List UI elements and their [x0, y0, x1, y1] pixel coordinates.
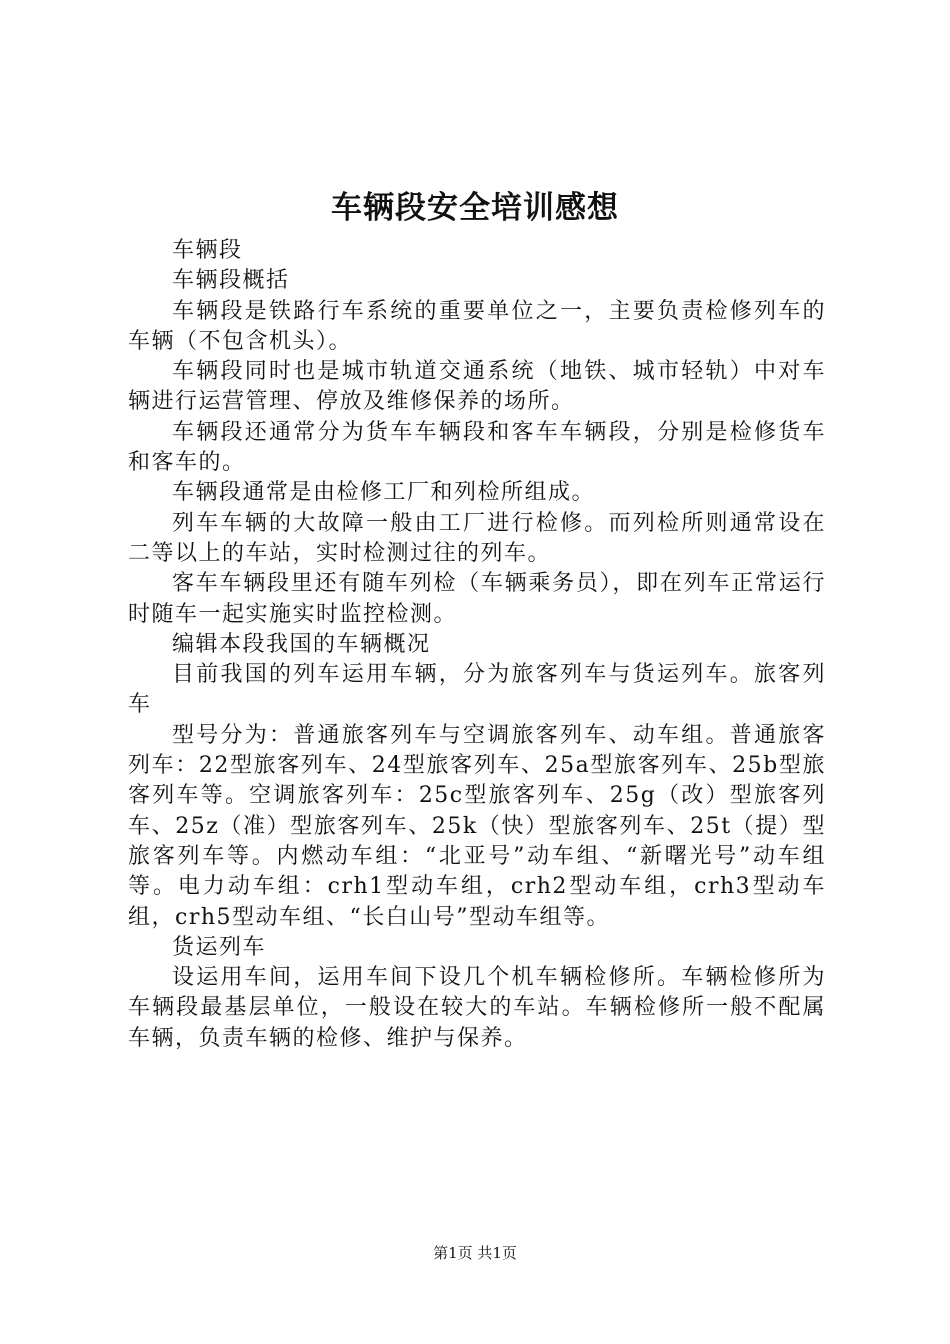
paragraph: 车辆段通常是由检修工厂和列检所组成。	[172, 480, 596, 506]
paragraph: 车辆段是铁路行车系统的重要单位之一，主要负责检修列车的车辆（不包含机头）。	[128, 298, 826, 354]
paragraph-heading-national: 编辑本段我国的车辆概况	[172, 631, 431, 657]
paragraph: 设运用车间，运用车间下设几个机车辆检修所。车辆检修所为车辆段最基层单位，一般设在较大的车站。车辆检修所一般不配属车辆，负责车辆的检修、维护与保养。	[128, 965, 826, 1051]
paragraph: 车辆段还通常分为货车车辆段和客车车辆段，分别是检修货车和客车的。	[128, 419, 826, 476]
paragraph: 列车车辆的大故障一般由工厂进行检修。而列检所则通常设在二等以上的车站，实时检测过往的列车。	[128, 510, 826, 566]
paragraph: 型号分为：普通旅客列车与空调旅客列车、动车组。普通旅客列车：22型旅客列车、24型旅客列车、25a型旅客列车、25b型旅客列车等。空调旅客列车：25c型旅客列车、25g（改）型旅客列车、25z（准）型旅客列车、25k（快）型旅客列车、25t（提）型旅客列车等。内燃动车组：“北亚号”动车组、“新曙光号”动车组等。电力动车组：crh1型动车组，crh2型动车组，crh3型动车组，crh5型动车组、“长白山号”型动车组等。	[128, 722, 826, 930]
document-body	[128, 236, 826, 1054]
page-footer: 第1页 共1页	[433, 1244, 517, 1262]
paragraph: 客车车辆段里还有随车列检（车辆乘务员），即在列车正常运行时随车一起实施实时监控检测。	[128, 571, 826, 627]
document-title: 车辆段安全培训感想	[331, 190, 619, 226]
paragraph-heading-depot: 车辆段	[172, 238, 243, 263]
paragraph-heading-freight: 货运列车	[172, 934, 267, 960]
paragraph: 目前我国的列车运用车辆，分为旅客列车与货运列车。旅客列车	[128, 662, 826, 718]
paragraph: 车辆段同时也是城市轨道交通系统（地铁、城市轻轨）中对车辆进行运营管理、停放及维修保养的场所。	[128, 359, 826, 415]
paragraph-heading-overview: 车辆段概括	[172, 268, 290, 294]
